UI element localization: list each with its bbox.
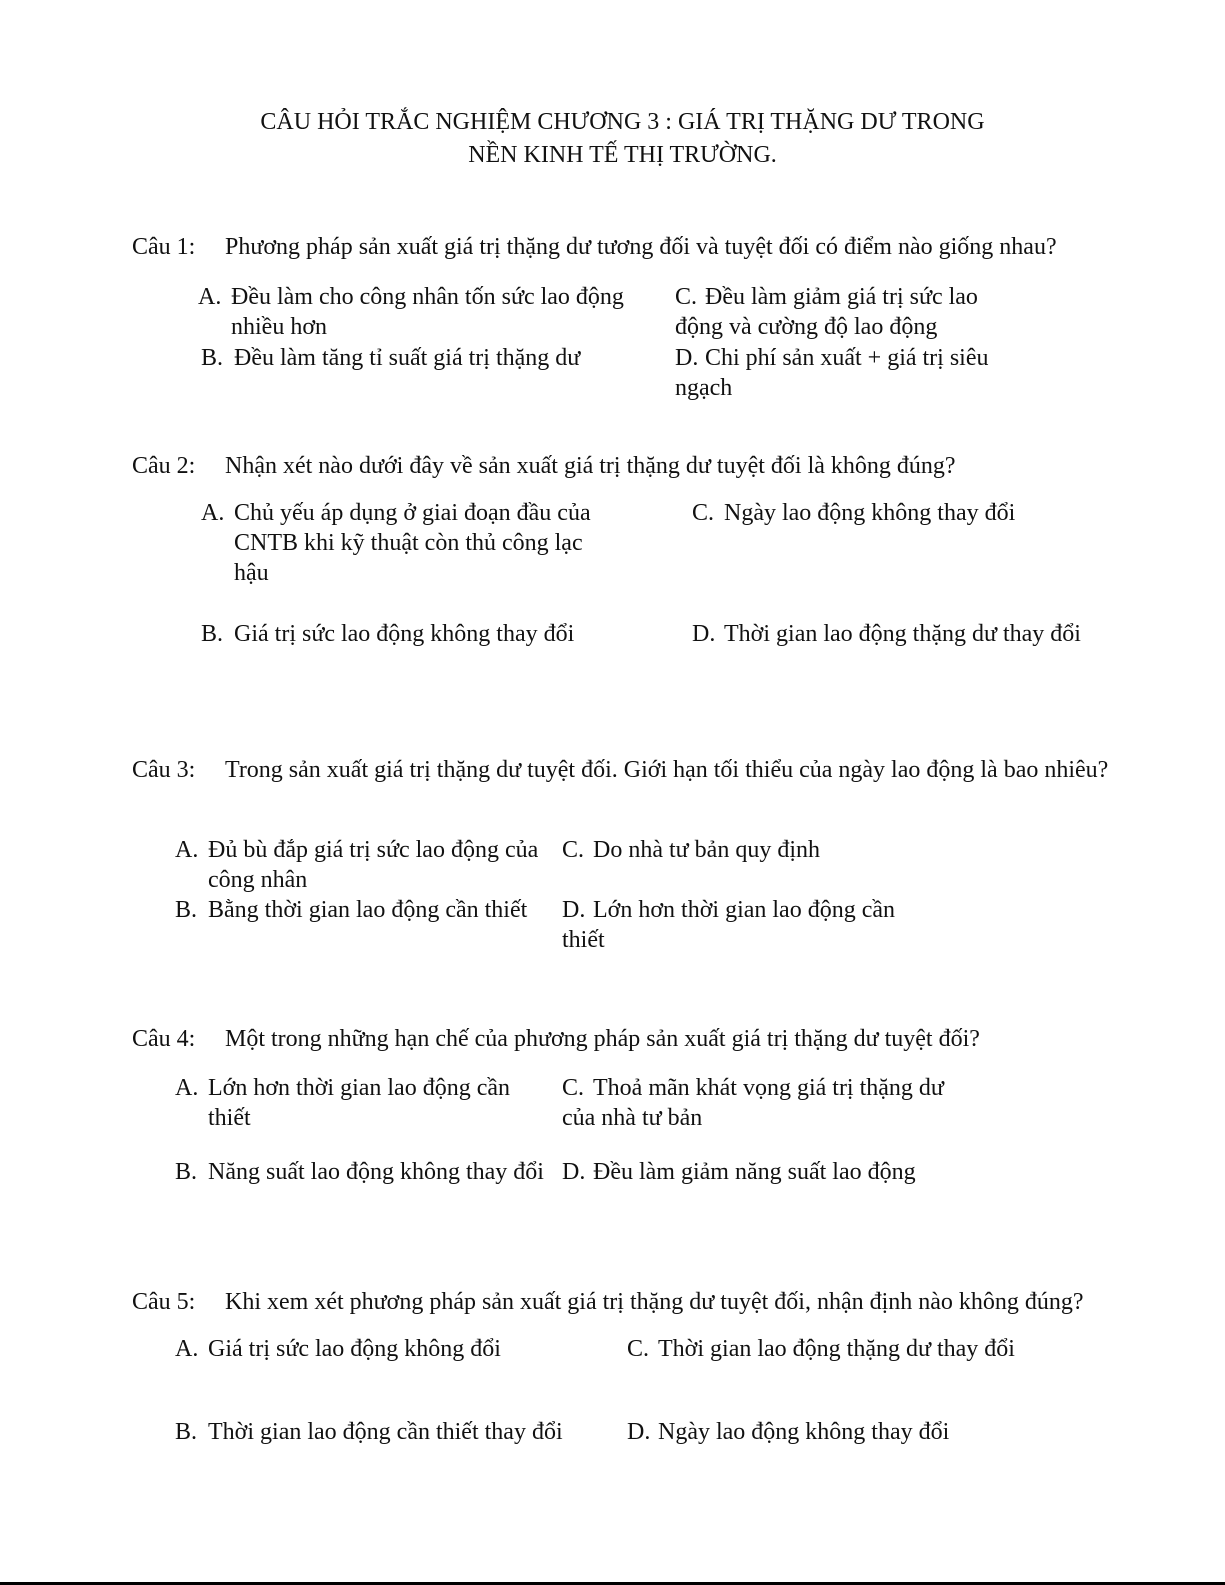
option-text: Thời gian lao động thặng dư thay đổi xyxy=(658,1336,1015,1362)
question-2 xyxy=(132,451,956,481)
title-line-1: CÂU HỎI TRẮC NGHIỆM CHƯƠNG 3 : GIÁ TRỊ THẶNG DƯ TRONG xyxy=(260,109,985,135)
question-number: Câu 3: xyxy=(132,757,196,783)
option-d xyxy=(627,1417,1047,1447)
option-d xyxy=(562,1157,982,1187)
question-text: Nhận xét nào dưới đây về sản xuất giá trị thặng dư tuyệt đối là không đúng? xyxy=(225,453,956,479)
option-text: Giá trị sức lao động không thay đổi xyxy=(234,621,575,647)
option-text: Chủ yếu áp dụng ở giai đoạn đầu của CNTB khi kỹ thuật còn thủ công lạc hậu xyxy=(234,500,591,586)
option-a xyxy=(175,835,545,895)
option-text: Chi phí sản xuất + giá trị siêu ngạch xyxy=(675,345,989,401)
option-label: A. xyxy=(175,1336,199,1362)
option-text: Đều làm giảm năng suất lao động xyxy=(593,1159,916,1185)
option-a xyxy=(201,498,621,588)
question-number: Câu 1: xyxy=(132,234,196,260)
title-line-2: NỀN KINH TẾ THỊ TRƯỜNG. xyxy=(468,142,777,168)
question-4 xyxy=(132,1024,980,1054)
option-c xyxy=(675,282,1025,342)
option-label: A. xyxy=(175,1075,199,1101)
question-3 xyxy=(132,755,1132,785)
option-text: Bằng thời gian lao động cần thiết xyxy=(208,897,528,923)
option-d xyxy=(692,619,1092,649)
option-label: D. xyxy=(562,897,586,923)
option-label: B. xyxy=(201,621,224,647)
option-label: D. xyxy=(627,1419,651,1445)
option-c xyxy=(562,835,942,865)
option-label: C. xyxy=(692,500,715,526)
option-b xyxy=(201,619,641,649)
option-text: Do nhà tư bản quy định xyxy=(593,837,820,863)
option-d xyxy=(675,343,1025,403)
option-d xyxy=(562,895,942,955)
option-text: Đều làm giảm giá trị sức lao động và cường độ lao động xyxy=(675,284,978,340)
option-text: Lớn hơn thời gian lao động cần thiết xyxy=(208,1075,511,1131)
option-label: C. xyxy=(675,284,698,310)
option-b xyxy=(201,343,601,373)
question-number: Câu 4: xyxy=(132,1026,196,1052)
option-b xyxy=(175,895,545,925)
question-text: Phương pháp sản xuất giá trị thặng dư tương đối và tuyệt đối có điểm nào giống nhau? xyxy=(225,234,1057,260)
option-label: C. xyxy=(627,1336,650,1362)
option-label: C. xyxy=(562,1075,585,1101)
option-a xyxy=(198,282,628,342)
option-label: B. xyxy=(201,345,224,371)
option-text: Thời gian lao động thặng dư thay đổi xyxy=(724,621,1081,647)
question-5 xyxy=(132,1287,1084,1317)
option-c xyxy=(692,498,1092,528)
option-label: A. xyxy=(201,500,225,526)
question-number: Câu 2: xyxy=(132,453,196,479)
option-a xyxy=(175,1334,615,1364)
question-text: Trong sản xuất giá trị thặng dư tuyệt đối. Giới hạn tối thiểu của ngày lao động là bao nhiêu? xyxy=(225,757,1109,783)
option-c xyxy=(562,1073,952,1133)
option-b xyxy=(175,1157,545,1187)
option-text: Thời gian lao động cần thiết thay đổi xyxy=(208,1419,563,1445)
question-text: Một trong những hạn chế của phương pháp sản xuất giá trị thặng dư tuyệt đối? xyxy=(225,1026,980,1052)
question-number: Câu 5: xyxy=(132,1289,196,1315)
option-text: Lớn hơn thời gian lao động cần thiết xyxy=(562,897,896,953)
option-label: D. xyxy=(675,345,699,371)
option-label: B. xyxy=(175,897,198,923)
option-label: A. xyxy=(175,837,199,863)
option-label: C. xyxy=(562,837,585,863)
page-title xyxy=(0,106,1225,172)
question-1 xyxy=(132,232,1057,262)
option-text: Ngày lao động không thay đổi xyxy=(724,500,1016,526)
option-text: Giá trị sức lao động không đổi xyxy=(208,1336,501,1362)
option-b xyxy=(175,1417,625,1447)
option-label: D. xyxy=(562,1159,586,1185)
option-label: B. xyxy=(175,1419,198,1445)
option-label: A. xyxy=(198,284,222,310)
option-c xyxy=(627,1334,1027,1364)
option-text: Đủ bù đắp giá trị sức lao động của công nhân xyxy=(208,837,539,893)
question-text: Khi xem xét phương pháp sản xuất giá trị thặng dư tuyệt đối, nhận định nào không đúng? xyxy=(225,1289,1084,1315)
option-text: Đều làm tăng tỉ suất giá trị thặng dư xyxy=(234,345,581,371)
option-text: Năng suất lao động không thay đổi xyxy=(208,1159,544,1185)
option-text: Đều làm cho công nhân tốn sức lao động nhiều hơn xyxy=(231,284,624,340)
option-label: B. xyxy=(175,1159,198,1185)
option-label: D. xyxy=(692,621,716,647)
option-text: Ngày lao động không thay đổi xyxy=(658,1419,950,1445)
option-a xyxy=(175,1073,545,1133)
option-text: Thoả mãn khát vọng giá trị thặng dư của nhà tư bản xyxy=(562,1075,944,1131)
